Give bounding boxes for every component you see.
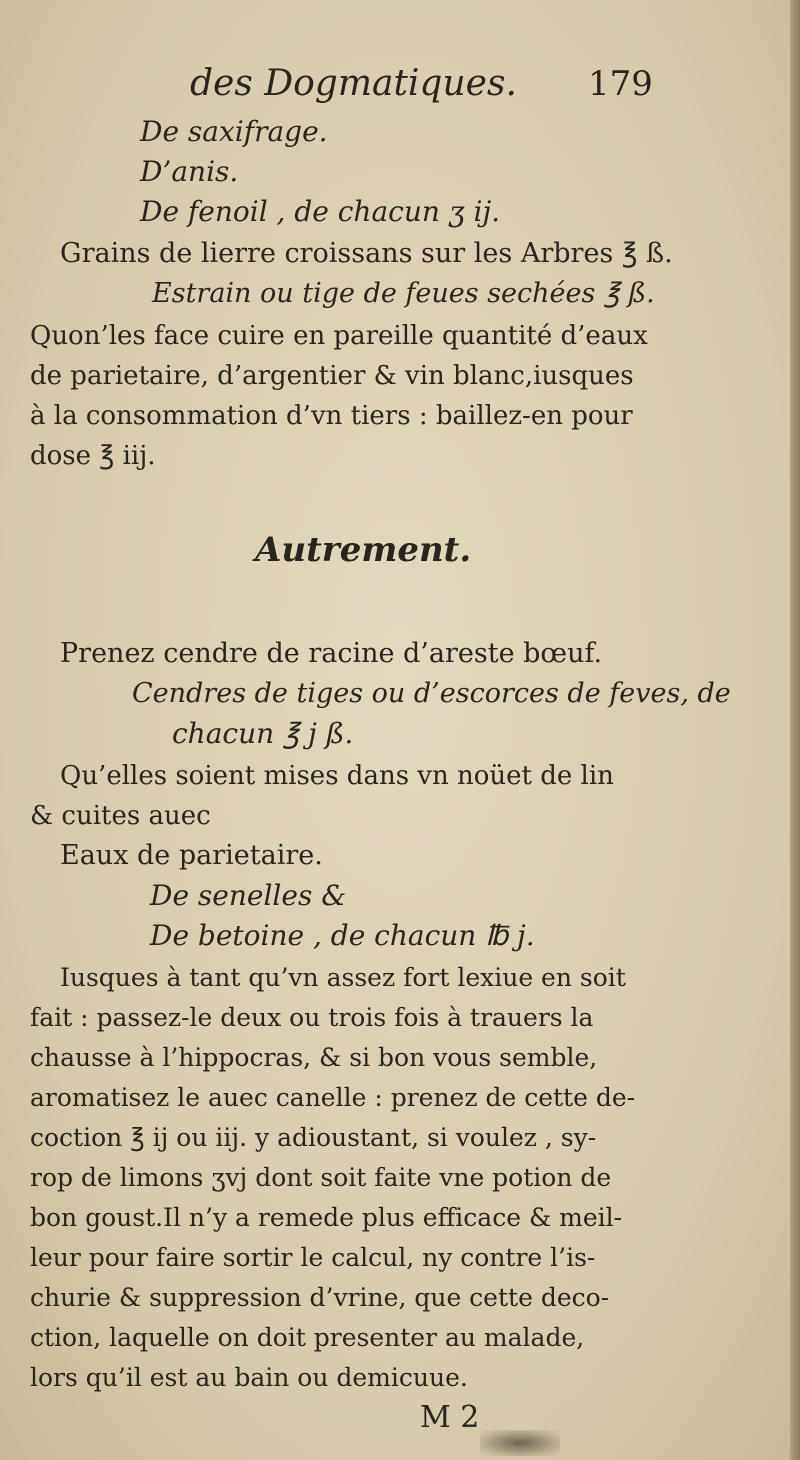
text-line: à la consommation d’vn tiers : baillez-en pour (30, 401, 633, 431)
text-line: aromatisez le auec canelle : prenez de cette de- (30, 1083, 636, 1112)
page-edge (790, 0, 800, 1460)
recipe-line: D’anis. (140, 155, 239, 188)
text-line: bon goust.Il n’y a remede plus efficace & meil- (30, 1203, 623, 1232)
text-line: dose ℥ iij. (30, 441, 156, 471)
text-line: Iusques à tant qu’vn assez fort lexiue en soit (60, 963, 626, 992)
text-line: Quon’les face cuire en pareille quantité d’eaux (30, 321, 648, 351)
recipe-line: De fenoil , de chacun ʒ ij. (140, 195, 501, 228)
recipe-line: Prenez cendre de racine d’areste bœuf. (60, 638, 603, 669)
recipe-line: Estrain ou tige de feues sechées ℥ ß. (152, 278, 655, 309)
page-number: 179 (588, 64, 653, 104)
text-line: chausse à l’hippocras, & si bon vous semble, (30, 1043, 598, 1072)
text-line: Qu’elles soient mises dans vn noüet de lin (60, 761, 614, 791)
text-line: de parietaire, d’argentier & vin blanc,iusques (30, 361, 634, 391)
text-line: & cuites auec (30, 801, 211, 831)
text-line: lors qu’il est au bain ou demicuue. (30, 1363, 468, 1392)
running-title: des Dogmatiques. (190, 63, 517, 104)
recipe-line: chacun ℥ j ß. (172, 717, 354, 750)
text-line: ction, laquelle on doit presenter au malade, (30, 1323, 585, 1352)
ink-stain (480, 1430, 560, 1456)
recipe-line: Cendres de tiges ou d’escorces de feves, de (132, 678, 731, 709)
signature-mark: M 2 (420, 1400, 480, 1435)
recipe-line: De senelles & (150, 879, 347, 912)
text-line: churie & suppression d’vrine, que cette deco- (30, 1283, 610, 1312)
recipe-line: De saxifrage. (140, 115, 328, 148)
text-line: Eaux de parietaire. (60, 840, 323, 871)
section-heading: Autrement. (255, 530, 472, 570)
text-line: coction ℥ ij ou iij. y adioustant, si voulez , sy- (30, 1123, 597, 1152)
recipe-line: De betoine , de chacun ℔ j. (150, 919, 535, 952)
text-line: rop de limons ʒvj dont soit faite vne potion de (30, 1163, 612, 1192)
text-line: leur pour faire sortir le calcul, ny contre l’is- (30, 1243, 596, 1272)
recipe-line: Grains de lierre croissans sur les Arbres ℥ ß. (60, 238, 673, 269)
text-line: fait : passez-le deux ou trois fois à trauers la (30, 1003, 594, 1032)
